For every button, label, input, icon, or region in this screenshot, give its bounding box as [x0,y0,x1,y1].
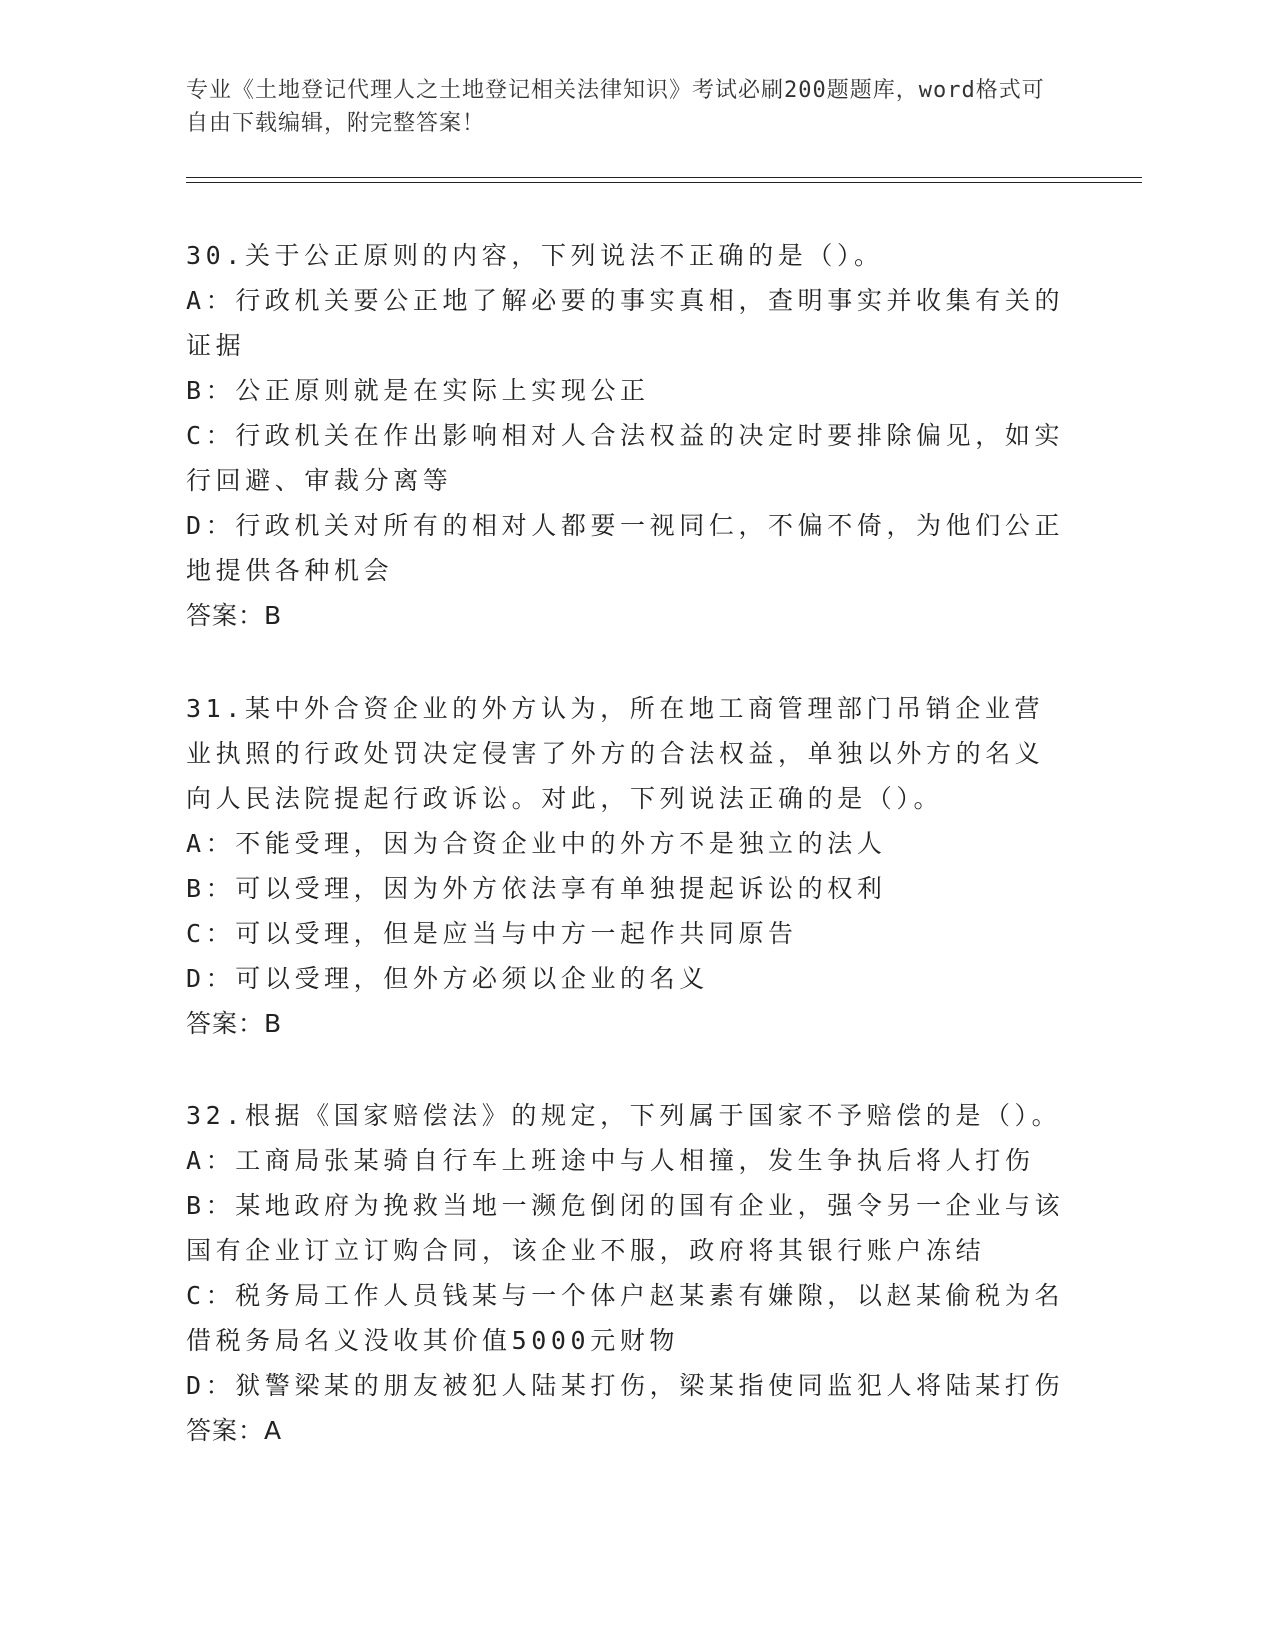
question-stem: 32.根据《国家赔偿法》的规定，下列属于国家不予赔偿的是（）。 [186,1101,1062,1130]
option-b: B：某地政府为挽救当地一濒危倒闭的国有企业，强令另一企业与该国有企业订立订购合同，该企业不服，政府将其银行账户冻结 [186,1191,1065,1265]
option-a: A：行政机关要公正地了解必要的事实真相，查明事实并收集有关的证据 [186,286,1065,360]
question-32 [186,1093,1066,1453]
option-c: C：可以受理，但是应当与中方一起作共同原告 [186,919,798,948]
question-30 [186,233,1066,638]
option-a: A：不能受理，因为合资企业中的外方不是独立的法人 [186,829,887,858]
option-d: D：行政机关对所有的相对人都要一视同仁，不偏不倚，为他们公正地提供各种机会 [186,511,1065,585]
option-d: D：狱警梁某的朋友被犯人陆某打伤，梁某指使同监犯人将陆某打伤 [186,1371,1065,1400]
header-divider-bottom [186,182,1142,183]
question-stem: 31.某中外合资企业的外方认为，所在地工商管理部门吊销企业营业执照的行政处罚决定侵害了外方的合法权益，单独以外方的名义向人民法院提起行政诉讼。对此，下列说法正确的是（）。 [186,694,1045,813]
answer: 答案：A [186,1416,283,1445]
question-31 [186,686,1066,1046]
header-divider-top [186,177,1142,178]
option-a: A：工商局张某骑自行车上班途中与人相撞，发生争执后将人打伤 [186,1146,1035,1175]
answer: 答案：B [186,601,283,630]
option-c: C：税务局工作人员钱某与一个体户赵某素有嫌隙，以赵某偷税为名借税务局名义没收其价值5000元财物 [186,1281,1065,1355]
option-b: B：公正原则就是在实际上实现公正 [186,376,650,405]
question-stem: 30.关于公正原则的内容，下列说法不正确的是（）。 [186,241,884,270]
answer: 答案：B [186,1009,283,1038]
document-header: 专业《土地登记代理人之土地登记相关法律知识》考试必刷200题题库，word格式可自由下载编辑，附完整答案！ [186,78,1045,136]
option-b: B：可以受理，因为外方依法享有单独提起诉讼的权利 [186,874,887,903]
option-d: D：可以受理，但外方必须以企业的名义 [186,964,709,993]
option-c: C：行政机关在作出影响相对人合法权益的决定时要排除偏见，如实行回避、审裁分离等 [186,421,1065,495]
